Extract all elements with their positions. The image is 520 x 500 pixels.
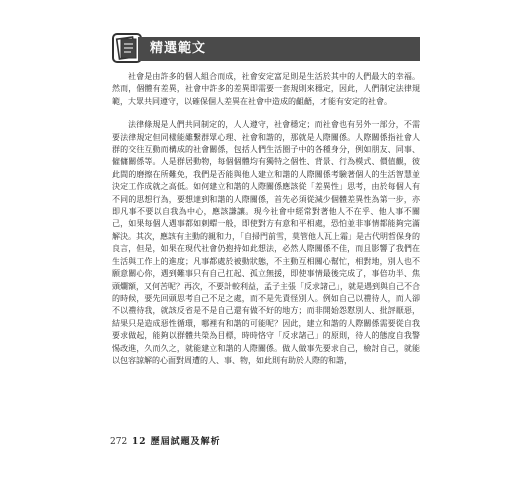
paragraph-main: 法律條規是人們共同制定的，人人遵守，社會穩定；而社會也有另外一部分，不需要法律規定但同樣能雖繫群眾心理、社會和諧的，那就是人際關係。人際關係指社會人群的交往互動而構成的社會關係，包括人們生活圈子中的各種身分，例如朋友、同事、僱傭關係等。人是群居動物，每個個體均有獨特之個性、背景、行為模式、價值觀，彼此間的磨擦在所難免，我們是否能與他人建立和諧的人際關係考驗著個人的生活智慧並決定工作成就之高低。如何建立和諧的人際關係應該從「差異性」思考，由於每個人有不同的思想行為，要想達到和諧的人際關係，首先必須從減少個體差異性為第一步，亦即凡事不要以自我為中心，應該謙讓。現今社會中經常對著他人不在乎、他人事不關己，如果每個人遇事都如刺蝟一般，即使對方有意和平相處，恐怕並非事情都能夠完滿解決。其次，應該有主動的親和力，「自掃門前雪，莫管他人瓦上霜」是古代明哲保身的良言，但是，如果在現代社會仍抱持如此想法，必然人際關係不佳，而且影響了我們在生活與工作上的進度；凡事都處於被動狀態，不主動互相關心幫忙，相對地，別人也不願意關心你，遇到難事只有自己扛起、孤立無援，即使事情最後完成了，事倍功半、焦頭爛額，又何苦呢？再次，不要計較利益，孟子主張「反求諸己」，就是遇到與自己不合的時候，要先回頭思考自己不足之處，而不是先責怪別人。例如自己以禮待人，而人卻不以禮待我，就該反省是不是自己還有做不好的地方；而非開始怨懟別人、批評厭惡，結果只是造成惡性循環，哪裡有和諧的可能呢？因此，建立和諧的人際關係需要從自我要求做起，能夠以群體共榮為目標，時時恪守「反求諸己」的原則，待人的態度自我警惕改進，久而久之，就能建立和諧的人際關係。做人做事先要求自己，檢討自己，就能以包容諒解的心面對周遭的人、事、物，如此則有助於人際的和諧， — [112, 120, 420, 365]
page-number: 272 — [110, 437, 128, 447]
paragraph-intro: 社會是由許多的個人組合而成，社會安定富足則是生活於其中的人們最大的幸福。然而，個體有差異，社會中許多的差異即需要一套規則來穩定，因此，人們制定法律規範，大眾共同遵守，以確保個人差異在社會中造成的齟齬，才能有安定的社會。 — [112, 72, 420, 106]
section-title: 精選範文 — [150, 41, 207, 56]
book-title: 12 歷屆試題及解析 — [132, 437, 221, 447]
page-footer — [110, 434, 430, 450]
essay-body — [112, 71, 420, 367]
section-header — [112, 33, 420, 63]
